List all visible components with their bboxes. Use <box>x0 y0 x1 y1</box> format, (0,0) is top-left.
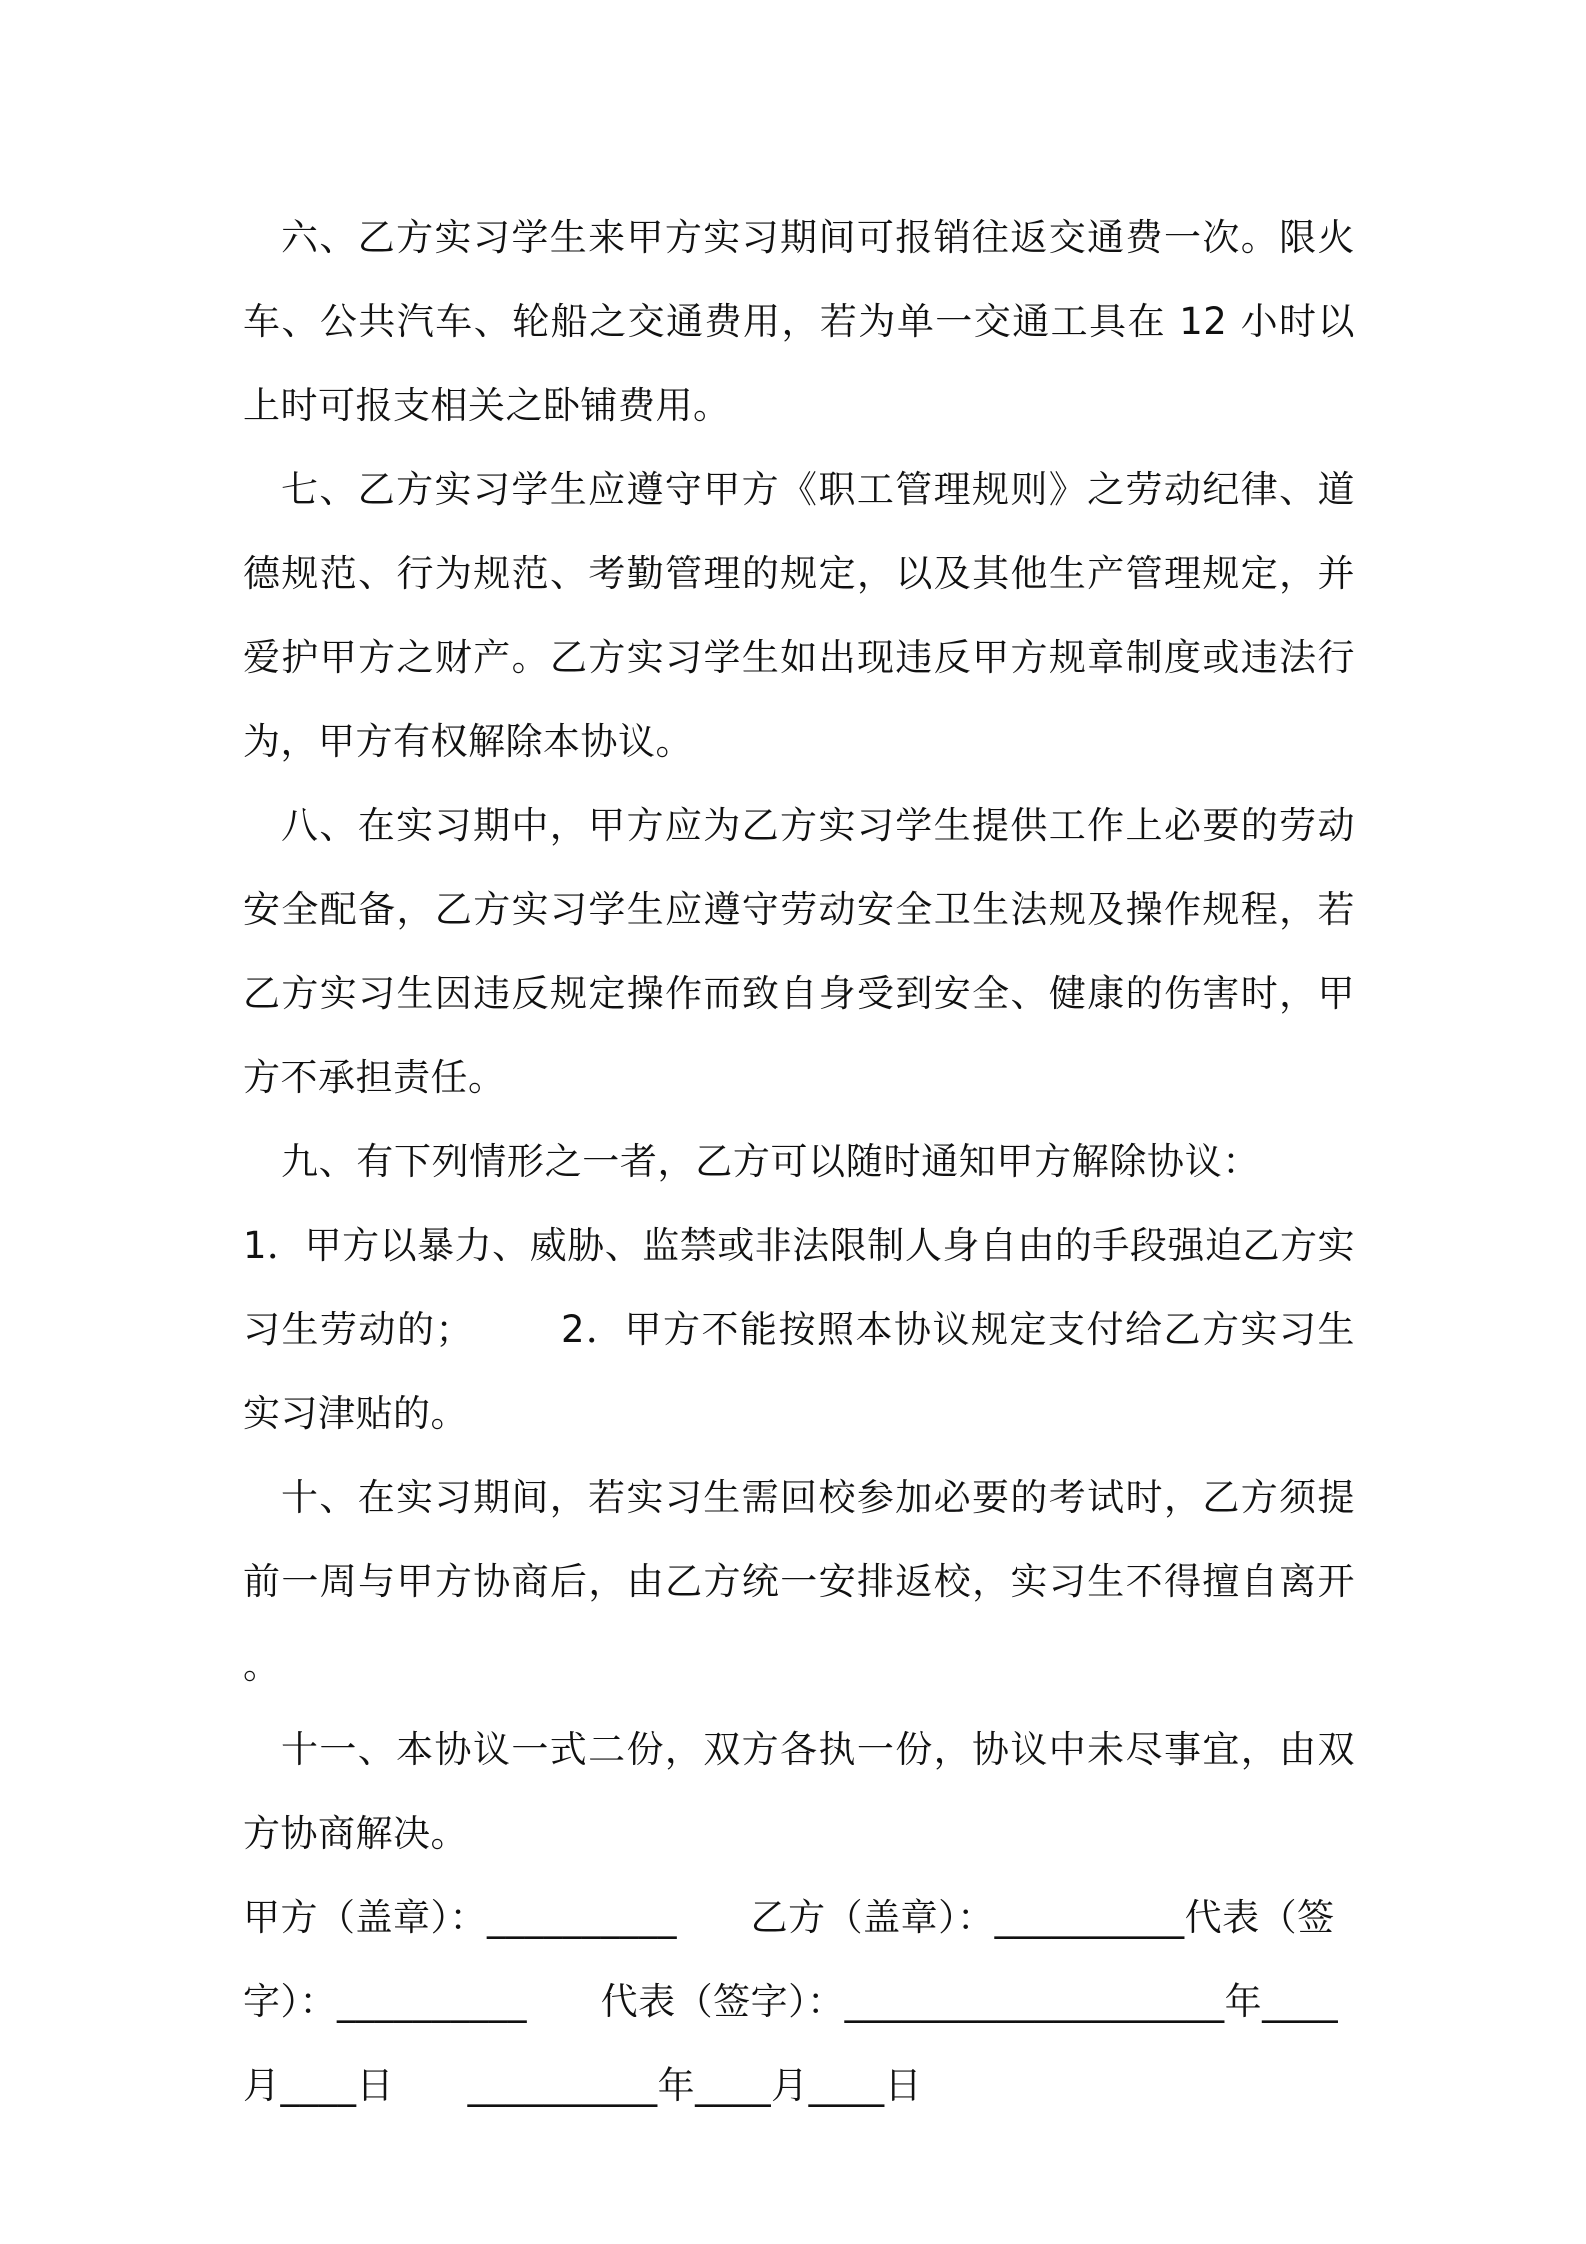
clause-10: 十、在实习期间，若实习生需回校参加必要的考试时，乙方须提前一周与甲方协商后，由乙方统一安排返校，实习生不得擅自离开。 <box>243 1476 1355 1687</box>
clause-6: 六、乙方实习学生来甲方实习期间可报销往返交通费一次。限火车、公共汽车、轮船之交通费用，若为单一交通工具在 12 小时以上时可报支相关之卧铺费用。 <box>243 216 1355 427</box>
signature-line-2: 字）：__________ 代表（签字）：____________________年____ <box>243 1980 1339 2023</box>
agreement-body <box>243 196 1355 2128</box>
clause-8: 八、在实习期中，甲方应为乙方实习学生提供工作上必要的劳动安全配备，乙方实习学生应遵守劳动安全卫生法规及操作规程，若乙方实习生因违反规定操作而致自身受到安全、健康的伤害时，甲方不承担责任。 <box>243 804 1355 1099</box>
clause-9-item-1: 1．甲方以暴力、威胁、监禁或非法限制人身自由的手段强迫乙方实习生劳动的； <box>243 1224 1355 1351</box>
signature-line-3: 月____日 __________年____月____日 <box>243 2064 923 2107</box>
clause-9-item-2: 2．甲方不能按照本协议规定支付给乙方实习生实习津贴的。 <box>243 1308 1356 1435</box>
signature-line-1: 甲方（盖章）：__________ 乙方（盖章）：__________代表（签 <box>243 1896 1335 1939</box>
clause-9-intro: 九、有下列情形之一者，乙方可以随时通知甲方解除协议： <box>281 1140 1260 1183</box>
clause-7: 七、乙方实习学生应遵守甲方《职工管理规则》之劳动纪律、道德规范、行为规范、考勤管理的规定，以及其他生产管理规定，并爱护甲方之财产。乙方实习学生如出现违反甲方规章制度或违法行为，甲方有权解除本协议。 <box>243 468 1355 763</box>
clause-9 <box>243 1120 1355 1456</box>
clause-11: 十一、本协议一式二份，双方各执一份，协议中未尽事宜，由双方协商解决。 <box>243 1728 1355 1855</box>
